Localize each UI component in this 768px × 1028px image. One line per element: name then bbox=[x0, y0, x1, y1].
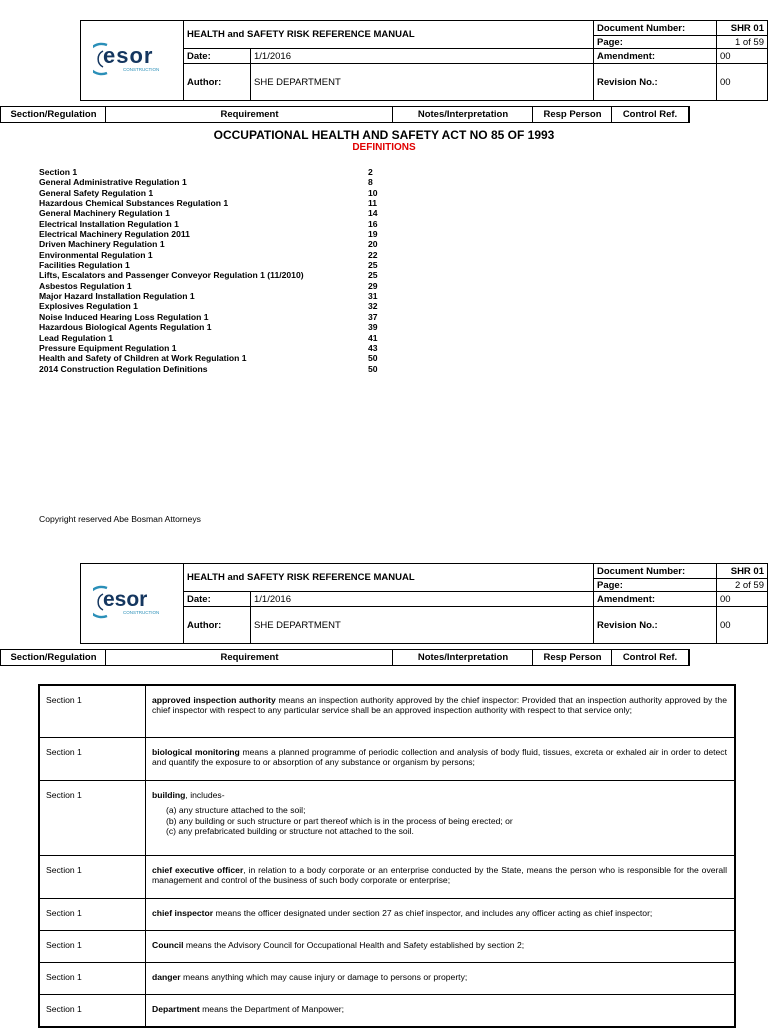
column-headers-page-2 bbox=[0, 649, 690, 664]
toc-label: Pressure Equipment Regulation 1 bbox=[39, 342, 177, 353]
table-of-contents bbox=[39, 167, 399, 374]
toc-label: Section 1 bbox=[39, 167, 78, 177]
toc-label: Hazardous Biological Agents Regulation 1 bbox=[39, 322, 212, 333]
toc-row bbox=[39, 281, 399, 291]
author-label: Author: bbox=[184, 64, 251, 101]
doc-number: SHR 01 bbox=[717, 21, 768, 36]
definition-term: approved inspection authority bbox=[152, 695, 276, 705]
col-requirement: Requirement bbox=[105, 649, 393, 666]
revision-label: Revision No.: bbox=[594, 607, 717, 644]
toc-page-number: 19 bbox=[368, 229, 378, 240]
definition-body: , includes- bbox=[185, 790, 225, 800]
definition-row bbox=[40, 899, 735, 931]
definition-term: chief executive officer bbox=[152, 865, 244, 875]
toc-row bbox=[39, 208, 399, 218]
author-value: SHE DEPARTMENT bbox=[251, 607, 594, 644]
date-value: 1/1/2016 bbox=[251, 49, 594, 64]
toc-page-number: 14 bbox=[368, 208, 378, 219]
toc-page-number: 29 bbox=[368, 280, 378, 291]
toc-label: Major Hazard Installation Regulation 1 bbox=[39, 291, 195, 302]
col-resp: Resp Person bbox=[532, 106, 612, 123]
definition-row bbox=[40, 856, 735, 899]
toc-row bbox=[39, 353, 399, 363]
definition-body: , in relation to a body corporate or an enterprise conducted by the State, means the person who is responsible for the overall management and control of the business of such body corporate or enterprise; bbox=[152, 865, 727, 886]
toc-page-number: 20 bbox=[368, 239, 378, 250]
toc-page-number: 8 bbox=[368, 177, 373, 188]
author-value: SHE DEPARTMENT bbox=[251, 64, 594, 101]
definition-body: means the officer designated under section 27 as chief inspector, and includes any officer acting as chief inspector; bbox=[213, 908, 653, 918]
toc-page-number: 25 bbox=[368, 260, 378, 271]
amendment-label: Amendment: bbox=[594, 49, 717, 64]
definition-row bbox=[40, 931, 735, 963]
definition-text bbox=[146, 738, 735, 781]
date-value: 1/1/2016 bbox=[251, 592, 594, 607]
definition-subitem: (c) any prefabricated building or structure not attached to the soil. bbox=[166, 826, 414, 837]
definition-section: Section 1 bbox=[40, 899, 146, 931]
definition-section: Section 1 bbox=[40, 856, 146, 899]
toc-row bbox=[39, 260, 399, 270]
toc-row bbox=[39, 167, 399, 177]
toc-page-number: 31 bbox=[368, 291, 378, 302]
toc-label: Electrical Machinery Regulation 2011 bbox=[39, 229, 190, 240]
toc-label: Driven Machinery Regulation 1 bbox=[39, 239, 165, 250]
toc-row bbox=[39, 229, 399, 239]
amendment-label: Amendment: bbox=[594, 592, 717, 607]
toc-row bbox=[39, 364, 399, 374]
col-section: Section/Regulation bbox=[0, 106, 106, 123]
toc-page-number: 37 bbox=[368, 311, 378, 322]
definition-row bbox=[40, 781, 735, 856]
page-title: OCCUPATIONAL HEALTH AND SAFETY ACT NO 85 OF 1993 bbox=[213, 128, 555, 142]
doc-number-label: Document Number: bbox=[594, 564, 717, 579]
definition-section: Section 1 bbox=[40, 781, 146, 856]
definition-body: means an inspection authority approved by the chief inspector: Provided that an inspection authority approved by the chief inspector with respect to any particular service shall be an approved inspection authority with respect to that service only; bbox=[152, 695, 727, 716]
definition-sublist bbox=[166, 805, 727, 836]
toc-label: General Administrative Regulation 1 bbox=[39, 177, 187, 188]
toc-label: Asbestos Regulation 1 bbox=[39, 280, 132, 291]
toc-label: Facilities Regulation 1 bbox=[39, 260, 130, 271]
page-label: Page: bbox=[594, 36, 717, 49]
revision-value: 00 bbox=[717, 64, 768, 101]
col-notes: Notes/Interpretation bbox=[392, 106, 533, 123]
definition-text bbox=[146, 856, 735, 899]
toc-row bbox=[39, 198, 399, 208]
revision-label: Revision No.: bbox=[594, 64, 717, 101]
col-control: Control Ref. bbox=[611, 649, 690, 666]
toc-page-number: 22 bbox=[368, 249, 378, 260]
definition-row bbox=[40, 738, 735, 781]
toc-page-number: 32 bbox=[368, 301, 378, 312]
definition-term: building bbox=[152, 790, 186, 800]
toc-label: General Safety Regulation 1 bbox=[39, 187, 154, 198]
definition-body: means the Department of Manpower; bbox=[199, 1004, 345, 1014]
toc-label: Lead Regulation 1 bbox=[39, 332, 114, 343]
toc-page-number: 10 bbox=[368, 187, 378, 198]
col-notes: Notes/Interpretation bbox=[392, 649, 533, 666]
definition-text bbox=[146, 931, 735, 963]
definition-subitem: (a) any structure attached to the soil; bbox=[166, 805, 306, 816]
author-label: Author: bbox=[184, 607, 251, 644]
toc-label: 2014 Construction Regulation Definitions bbox=[39, 363, 208, 374]
col-requirement: Requirement bbox=[105, 106, 393, 123]
revision-value: 00 bbox=[717, 607, 768, 644]
toc-label: Explosives Regulation 1 bbox=[39, 301, 138, 312]
toc-row bbox=[39, 333, 399, 343]
toc-label: Noise Induced Hearing Loss Regulation 1 bbox=[39, 311, 209, 322]
amendment-value: 00 bbox=[717, 49, 768, 64]
date-label: Date: bbox=[184, 592, 251, 607]
column-headers-page-1 bbox=[0, 106, 690, 121]
svg-text:esor: esor bbox=[103, 588, 148, 611]
toc-row bbox=[39, 322, 399, 332]
toc-row bbox=[39, 291, 399, 301]
definition-body: means anything which may cause injury or damage to persons or property; bbox=[180, 972, 468, 982]
definition-term: biological monitoring bbox=[152, 747, 240, 757]
manual-title: HEALTH and SAFETY RISK REFERENCE MANUAL bbox=[184, 564, 594, 592]
toc-page-number: 39 bbox=[368, 322, 378, 333]
company-logo bbox=[81, 564, 184, 644]
definition-row bbox=[40, 686, 735, 738]
definition-section: Section 1 bbox=[40, 686, 146, 738]
toc-page-number: 50 bbox=[368, 363, 378, 374]
toc-page-number: 16 bbox=[368, 218, 378, 229]
toc-page-number: 50 bbox=[368, 353, 378, 364]
document-header-page-2 bbox=[80, 563, 768, 644]
svg-text:CONSTRUCTION: CONSTRUCTION bbox=[123, 610, 160, 615]
toc-row bbox=[39, 343, 399, 353]
toc-row bbox=[39, 177, 399, 187]
col-section: Section/Regulation bbox=[0, 649, 106, 666]
date-label: Date: bbox=[184, 49, 251, 64]
definition-subitem: (b) any building or such structure or part thereof which is in the process of being erected; or bbox=[166, 815, 513, 826]
definition-body: means a planned programme of periodic collection and analysis of body fluid, tissues, excreta or exhaled air in order to detect and quantify the exposure to or absorption of any substance or organism by persons; bbox=[152, 747, 727, 768]
toc-page-number: 25 bbox=[368, 270, 378, 281]
definition-row bbox=[40, 963, 735, 995]
doc-number: SHR 01 bbox=[717, 564, 768, 579]
esor-logo-icon bbox=[93, 582, 171, 622]
page-label: Page: bbox=[594, 579, 717, 592]
toc-label: Health and Safety of Children at Work Regulation 1 bbox=[39, 353, 247, 364]
definition-text bbox=[146, 899, 735, 931]
definition-term: Council bbox=[152, 940, 184, 950]
definition-section: Section 1 bbox=[40, 931, 146, 963]
company-logo bbox=[81, 21, 184, 101]
page-number: 2 of 59 bbox=[717, 579, 768, 592]
definition-row bbox=[40, 995, 735, 1027]
definition-section: Section 1 bbox=[40, 738, 146, 781]
definition-section: Section 1 bbox=[40, 995, 146, 1027]
svg-text:esor: esor bbox=[103, 43, 154, 68]
esor-logo-icon bbox=[93, 39, 171, 79]
toc-page-number: 11 bbox=[368, 198, 378, 209]
document-header-page-1 bbox=[80, 20, 768, 101]
toc-label: Hazardous Chemical Substances Regulation 1 bbox=[39, 198, 229, 209]
definition-text bbox=[146, 686, 735, 738]
toc-row bbox=[39, 270, 399, 280]
definition-term: Department bbox=[152, 1004, 200, 1014]
toc-row bbox=[39, 239, 399, 249]
amendment-value: 00 bbox=[717, 592, 768, 607]
toc-row bbox=[39, 301, 399, 311]
definition-body: means the Advisory Council for Occupational Health and Safety established by section 2; bbox=[183, 940, 525, 950]
page-number: 1 of 59 bbox=[717, 36, 768, 49]
page-subtitle: DEFINITIONS bbox=[352, 142, 416, 153]
definition-text bbox=[146, 781, 735, 856]
toc-page-number: 43 bbox=[368, 342, 378, 353]
copyright-note: Copyright reserved Abe Bosman Attorneys bbox=[39, 514, 201, 524]
toc-row bbox=[39, 219, 399, 229]
definition-section: Section 1 bbox=[40, 963, 146, 995]
toc-label: General Machinery Regulation 1 bbox=[39, 208, 170, 219]
definitions-table bbox=[38, 684, 736, 1028]
svg-text:CONSTRUCTION: CONSTRUCTION bbox=[123, 67, 160, 72]
toc-label: Lifts, Escalators and Passenger Conveyor Regulation 1 (11/2010) bbox=[39, 270, 304, 281]
toc-row bbox=[39, 188, 399, 198]
toc-page-number: 2 bbox=[368, 167, 373, 177]
toc-row bbox=[39, 250, 399, 260]
definition-term: chief inspector bbox=[152, 908, 214, 918]
definition-term: danger bbox=[152, 972, 181, 982]
manual-title: HEALTH and SAFETY RISK REFERENCE MANUAL bbox=[184, 21, 594, 49]
col-control: Control Ref. bbox=[611, 106, 690, 123]
toc-label: Electrical Installation Regulation 1 bbox=[39, 218, 179, 229]
definition-text bbox=[146, 995, 735, 1027]
definition-text bbox=[146, 963, 735, 995]
toc-label: Environmental Regulation 1 bbox=[39, 249, 153, 260]
doc-number-label: Document Number: bbox=[594, 21, 717, 36]
toc-row bbox=[39, 312, 399, 322]
col-resp: Resp Person bbox=[532, 649, 612, 666]
toc-page-number: 41 bbox=[368, 332, 378, 343]
